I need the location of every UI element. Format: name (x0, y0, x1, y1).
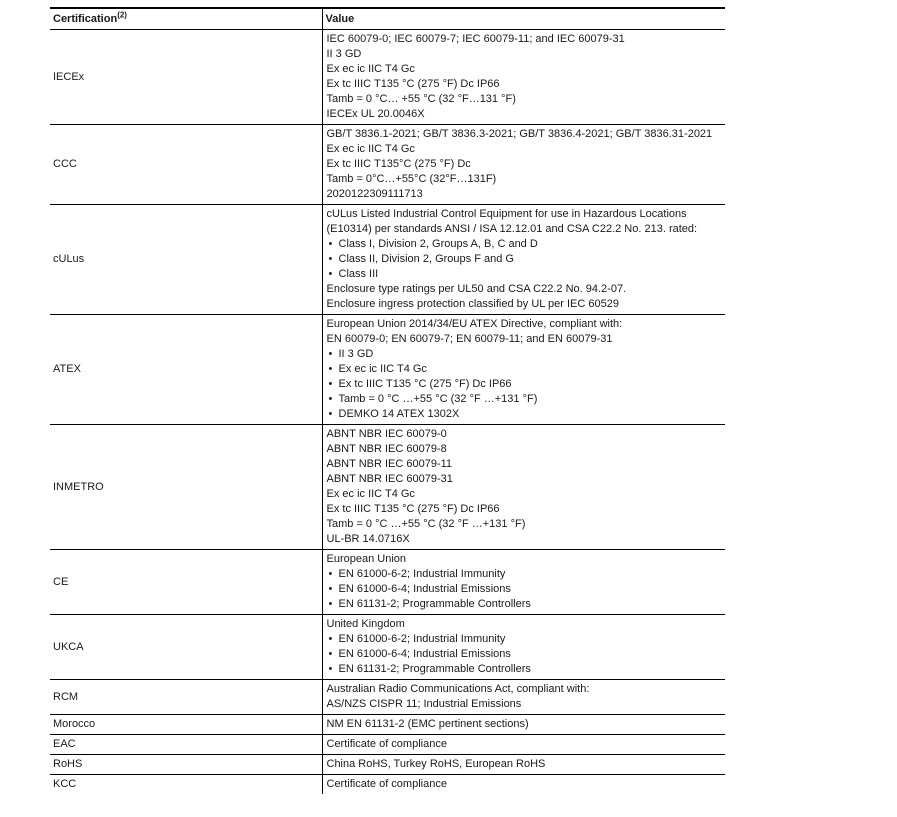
value-line: Certificate of compliance (326, 738, 447, 750)
header-value: Value (322, 8, 725, 30)
bullet-marker: • (328, 598, 333, 610)
certification-value (322, 550, 725, 615)
value-line: Certificate of compliance (326, 778, 447, 790)
value-line: Ex ec ic IIC T4 Gc (326, 63, 415, 75)
bullet-text: EN 61000-6-4; Industrial Emissions (338, 648, 511, 660)
bullet-item (327, 392, 723, 407)
value-line: Tamb = 0°C…+55°C (32°F…131F) (326, 173, 497, 185)
certification-value (322, 755, 725, 775)
bullet-marker: • (328, 268, 333, 280)
table-header (50, 8, 725, 30)
value-line: European Union 2014/34/EU ATEX Directive, compliant with: (326, 318, 623, 330)
certification-value (322, 30, 725, 125)
table-row (50, 30, 725, 125)
table-row (50, 550, 725, 615)
bullet-item (327, 252, 723, 267)
bullet-text: DEMKO 14 ATEX 1302X (338, 408, 460, 420)
certification-name: KCC (53, 778, 77, 790)
certification-name: EAC (53, 738, 76, 750)
bullet-marker: • (328, 378, 333, 390)
certification-value (322, 125, 725, 205)
bullet-marker: • (328, 253, 333, 265)
certification-value (322, 425, 725, 550)
bullet-marker: • (328, 583, 333, 595)
header-certification (50, 8, 322, 30)
certification-value (322, 715, 725, 735)
certification-value (322, 315, 725, 425)
certification-value (322, 680, 725, 715)
certification-name: cULus (53, 253, 85, 265)
certification-name: Morocco (53, 718, 96, 730)
bullet-item (327, 567, 723, 582)
value-line: NM EN 61131-2 (EMC pertinent sections) (326, 718, 529, 730)
table-row (50, 205, 725, 315)
value-line: ABNT NBR IEC 60079-8 (326, 443, 447, 455)
table-body (50, 30, 725, 795)
value-line: IECEx UL 20.0046X (326, 108, 425, 120)
table-row (50, 315, 725, 425)
value-line: European Union (326, 553, 407, 565)
table-row (50, 425, 725, 550)
certification-name: IECEx (53, 70, 85, 83)
value-line: GB/T 3836.1-2021; GB/T 3836.3-2021; GB/T 3836.4-2021; GB/T 3836.31-2021 (326, 128, 713, 140)
table-row (50, 615, 725, 680)
bullet-marker: • (328, 408, 333, 420)
bullet-item (327, 662, 723, 677)
certification-value (322, 775, 725, 795)
bullet-marker: • (328, 393, 333, 405)
value-line: cULus Listed Industrial Control Equipment for use in Hazardous Locations (326, 208, 687, 220)
bullet-marker: • (328, 238, 333, 250)
value-line: ABNT NBR IEC 60079-0 (326, 428, 447, 440)
table-row (50, 775, 725, 795)
table-row (50, 715, 725, 735)
bullet-item (327, 597, 723, 612)
bullet-item (327, 632, 723, 647)
value-line: ABNT NBR IEC 60079-31 (326, 473, 453, 485)
certification-value (322, 735, 725, 755)
bullet-text: Ex tc IIIC T135 °C (275 °F) Dc IP66 (338, 378, 512, 390)
value-line: Ex ec ic IIC T4 Gc (326, 143, 415, 155)
bullet-marker: • (328, 348, 333, 360)
value-line: Ex tc IIIC T135°C (275 °F) Dc (326, 158, 471, 170)
certification-name: ATEX (53, 363, 81, 375)
bullet-marker: • (328, 363, 333, 375)
table-row (50, 755, 725, 775)
header-row (50, 8, 725, 30)
value-line: Australian Radio Communications Act, compliant with: (326, 683, 590, 695)
bullet-item (327, 362, 723, 377)
value-line: EN 60079-0; EN 60079-7; EN 60079-11; and EN 60079-31 (326, 333, 613, 345)
value-line: Tamb = 0 °C… +55 °C (32 °F…131 °F) (326, 93, 516, 105)
value-line: UL-BR 14.0716X (326, 533, 410, 545)
bullet-text: Class III (338, 268, 379, 280)
value-line: Enclosure ingress protection classified by UL per IEC 60529 (326, 298, 619, 310)
value-line: Enclosure type ratings per UL50 and CSA C22.2 No. 94.2-07. (326, 283, 627, 295)
bullet-text: EN 61131-2; Programmable Controllers (338, 663, 531, 675)
bullet-text: EN 61000-6-4; Industrial Emissions (338, 583, 511, 595)
table-row (50, 125, 725, 205)
certification-name: CE (53, 575, 69, 588)
value-line: China RoHS, Turkey RoHS, European RoHS (326, 758, 546, 770)
value-line: 2020122309111713 (326, 188, 423, 200)
bullet-item (327, 647, 723, 662)
bullet-text: EN 61000-6-2; Industrial Immunity (338, 568, 506, 580)
table-row (50, 680, 725, 715)
bullet-item (327, 267, 723, 282)
certification-value (322, 615, 725, 680)
certification-name: INMETRO (53, 480, 104, 493)
bullet-marker: • (328, 633, 333, 645)
header-certification-label: Certification (53, 13, 118, 25)
certification-name: RoHS (53, 758, 83, 770)
bullet-marker: • (328, 568, 333, 580)
value-line: ABNT NBR IEC 60079-11 (326, 458, 453, 470)
footnote-reference: (2) (117, 10, 127, 20)
bullet-item (327, 237, 723, 252)
certification-name: RCM (53, 690, 79, 703)
bullet-item (327, 582, 723, 597)
bullet-marker: • (328, 648, 333, 660)
bullet-text: EN 61131-2; Programmable Controllers (338, 598, 531, 610)
certification-value (322, 205, 725, 315)
value-line: Ex tc IIIC T135 °C (275 °F) Dc IP66 (326, 78, 500, 90)
bullet-text: II 3 GD (338, 348, 374, 360)
certification-table (50, 7, 725, 794)
bullet-marker: • (328, 663, 333, 675)
bullet-item (327, 377, 723, 392)
value-line: Ex ec ic IIC T4 Gc (326, 488, 415, 500)
value-line: Tamb = 0 °C …+55 °C (32 °F …+131 °F) (326, 518, 526, 530)
certification-name: UKCA (53, 640, 84, 653)
bullet-text: Tamb = 0 °C …+55 °C (32 °F …+131 °F) (338, 393, 538, 405)
value-line: IEC 60079-0; IEC 60079-7; IEC 60079-11; and IEC 60079-31 (326, 33, 625, 45)
value-line: II 3 GD (326, 48, 362, 60)
bullet-item (327, 407, 723, 422)
table-row (50, 735, 725, 755)
bullet-text: Class I, Division 2, Groups A, B, C and D (338, 238, 538, 250)
bullet-item (327, 347, 723, 362)
certification-name: CCC (53, 158, 77, 170)
bullet-text: EN 61000-6-2; Industrial Immunity (338, 633, 506, 645)
value-line: Ex tc IIIC T135 °C (275 °F) Dc IP66 (326, 503, 500, 515)
bullet-text: Class II, Division 2, Groups F and G (338, 253, 514, 265)
value-line: (E10314) per standards ANSI / ISA 12.12.01 and CSA C22.2 No. 213. rated: (326, 223, 698, 235)
bullet-text: Ex ec ic IIC T4 Gc (338, 363, 427, 375)
value-line: AS/NZS CISPR 11; Industrial Emissions (326, 698, 522, 710)
value-line: United Kingdom (326, 618, 405, 630)
